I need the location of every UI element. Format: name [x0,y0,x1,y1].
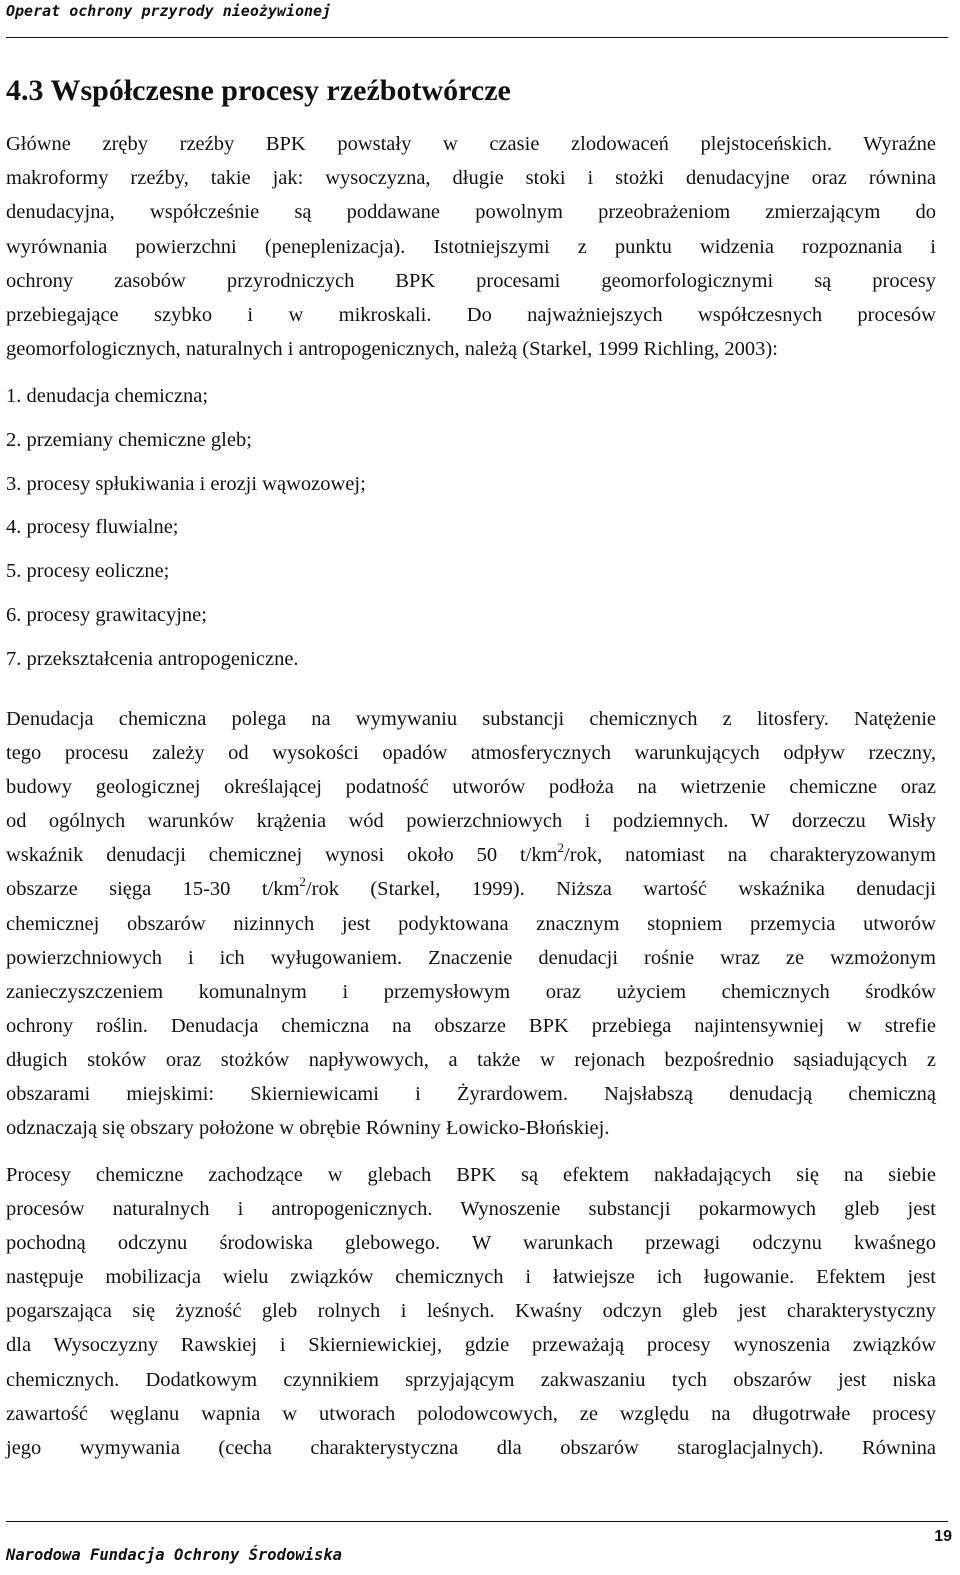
superscript: 2 [557,840,565,856]
text-line: tego procesu zależy od wysokości opadów atmosferycznych warunkujących odpływ rzeczny, [6,742,936,765]
text-line: chemicznej obszarów nizinnych jest podyktowana znacznym stopniem przemycia utworów [6,912,936,935]
text-line: zanieczyszczeniem komunalnym i przemysłowym oraz użyciem chemicznych środków [6,980,936,1003]
page-number: 19 [934,1528,952,1545]
list-item: 1. denudacja chemiczna; [6,385,209,407]
text-line: Procesy chemiczne zachodzące w glebach BPK są efektem nakładających się na siebie [6,1164,936,1186]
footer-divider [6,1521,948,1522]
paragraph-soil-processes [6,1158,936,1465]
list-item: 7. przekształcenia antropogeniczne. [6,647,299,670]
text-fragment: wskaźnik denudacji chemicznej wynosi około 50 t/km [6,844,558,867]
process-list [6,381,936,688]
list-item: 2. przemiany chemiczne gleb; [6,428,252,451]
header-divider [6,37,948,38]
text-line-with-superscript [6,838,936,872]
text-line-with-superscript [6,872,936,906]
list-item: 3. procesy spłukiwania i erozji wąwozowej; [6,472,366,495]
text-line: przebiegające szybko i w mikroskali. Do najważniejszych współczesnych procesów [6,304,936,327]
text-line: ochrony zasobów przyrodniczych BPK procesami geomorfologicznymi są procesy [6,269,936,292]
text-line: makroformy rzeźby, takie jak: wysoczyzna, długie stoki i stożki denudacyjne oraz równina [6,167,936,190]
text-line: powierzchniowych i ich wyługowaniem. Znaczenie denudacji rośnie wraz ze wzmożonym [6,946,936,969]
text-line: procesów naturalnych i antropogenicznych. Wynoszenie substancji pokarmowych gleb jest [6,1198,936,1221]
text-line: denudacyjna, współcześnie są poddawane powolnym przeobrażeniom zmierzającym do [6,201,936,224]
text-line: dla Wysoczyzny Rawskiej i Skierniewickiej, gdzie przeważają procesy wynoszenia związków [6,1334,936,1357]
text-line: następuje mobilizacja wielu związków chemicznych i łatwiejsze ich ługowanie. Efektem jest [6,1266,936,1289]
text-line: ochrony roślin. Denudacja chemiczna na obszarze BPK przebiega najintensywniej w strefie [6,1014,936,1037]
list-item: 6. procesy grawitacyjne; [6,603,207,626]
text-fragment: /rok (Starkel, 1999). Niższa wartość wskaźnika denudacji [305,878,937,901]
text-line: pochodną odczynu środowiska glebowego. W warunkach przewagi odczynu kwaśnego [6,1232,936,1255]
text-fragment: obszarze sięga 15-30 t/km [6,878,300,901]
text-line: od ogólnych warunków krążenia wód powierzchniowych i podziemnych. W dorzeczu Wisły [6,810,936,833]
text-line: geomorfologicznych, naturalnych i antropogenicznych, należą (Starkel, 1999 Richling, 2003): [6,338,778,361]
superscript: 2 [299,874,306,890]
list-item: 5. procesy eoliczne; [6,560,170,583]
footer-organization: Narodowa Fundacja Ochrony Środowiska [6,1546,342,1564]
text-line: Główne zręby rzeźby BPK powstały w czasie zlodowaceń plejstoceńskich. Wyraźne [6,133,936,155]
section-title: 4.3 Współczesne procesy rzeźbotwórcze [6,74,511,107]
text-line: wyrównania powierzchni (peneplenizacja). Istotniejszymi z punktu widzenia rozpoznania i [6,235,936,258]
text-line: zawartość węglanu wapnia w utworach polodowcowych, ze względu na długotrwałe procesy [6,1402,936,1425]
running-header: Operat ochrony przyrody nieożywionej [6,2,332,20]
paragraph-chemical-denudation [6,702,936,1145]
paragraph-intro [6,127,936,366]
list-item: 4. procesy fluwialne; [6,516,179,539]
text-line: pogarszająca się żyzność gleb rolnych i leśnych. Kwaśny odczyn gleb jest charakterystyczny [6,1300,936,1323]
text-line: obszarami miejskimi: Skierniewicami i Żyrardowem. Najsłabszą denudacją chemiczną [6,1083,936,1106]
text-line: Denudacja chemiczna polega na wymywaniu substancji chemicznych z litosfery. Natężenie [6,708,936,730]
text-line: chemicznych. Dodatkowym czynnikiem sprzyjającym zakwaszaniu tych obszarów jest niska [6,1368,936,1391]
text-line: budowy geologicznej określającej podatność utworów podłoża na wietrzenie chemiczne oraz [6,776,936,799]
text-fragment: /rok, natomiast na charakteryzowanym [564,844,936,867]
text-line: odznaczają się obszary położone w obrębie Równiny Łowicko-Błońskiej. [6,1117,610,1140]
text-line: jego wymywania (cecha charakterystyczna dla obszarów staroglacjalnych). Równina [6,1436,936,1459]
text-line: długich stoków oraz stożków napływowych, a także w rejonach bezpośrednio sąsiadujących z [6,1048,936,1071]
